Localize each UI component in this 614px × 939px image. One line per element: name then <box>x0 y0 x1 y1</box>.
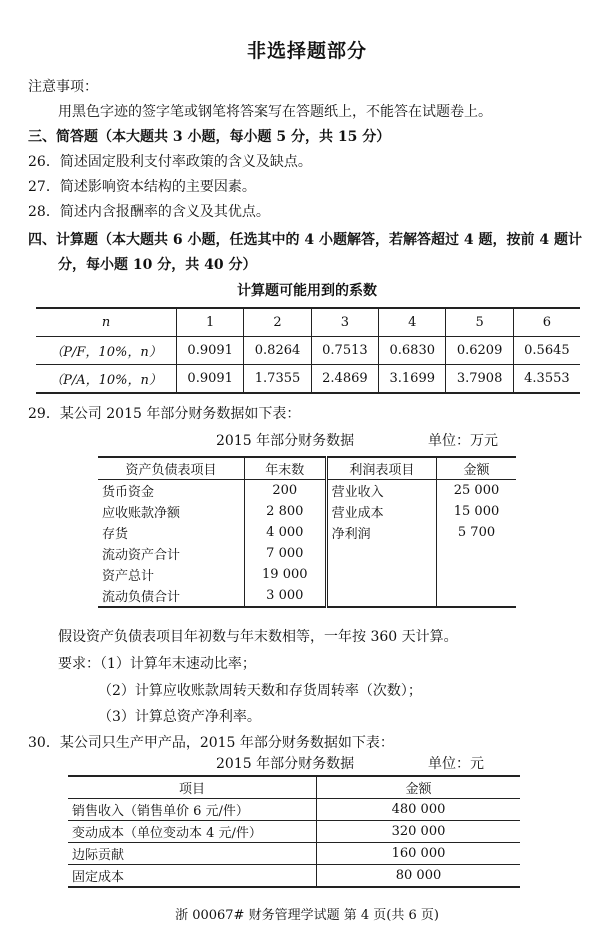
notice-text: 用黑色字迹的签字笔或钢笔将答案写在答题纸上，不能答在试题卷上。 <box>58 104 492 120</box>
table-cell <box>437 543 516 564</box>
q30-unit: 单位：元 <box>428 756 484 772</box>
q29-caption: 2015 年部分财务数据 <box>216 433 355 449</box>
table-cell <box>326 543 436 564</box>
table-cell <box>437 564 516 585</box>
question-29-intro: 29．某公司 2015 年部分财务数据如下表： <box>28 406 301 422</box>
table-cell: 0.6830 <box>379 337 446 365</box>
table-cell: 0.5645 <box>513 337 580 365</box>
table-cell: 2 800 <box>244 501 326 522</box>
table-row <box>98 457 516 480</box>
table-cell: 25 000 <box>453 483 500 498</box>
table-cell <box>326 585 436 607</box>
table-cell: 项目 <box>68 776 317 799</box>
table-cell: 19 000 <box>244 564 326 585</box>
table-cell: 0.6209 <box>446 337 513 365</box>
table-cell: 流动负债合计 <box>98 585 244 607</box>
table-row <box>36 365 580 394</box>
table-cell: 资产总计 <box>98 564 244 585</box>
table-cell: n <box>36 308 177 337</box>
q30-caption: 2015 年部分财务数据 <box>216 756 355 772</box>
question-30-intro: 30．某公司只生产甲产品，2015 年部分财务数据如下表： <box>28 735 394 751</box>
table-cell: 7 000 <box>244 543 326 564</box>
section-3-heading: 三、简答题（本大题共 3 小题，每小题 5 分，共 15 分） <box>28 129 391 145</box>
table-row <box>98 480 516 502</box>
table-cell: 营业收入 <box>326 480 436 502</box>
table-cell: 货币资金 <box>98 480 244 502</box>
table-cell: 0.8264 <box>244 337 311 365</box>
page-footer: 浙 00067# 财务管理学试题 第 4 页(共 6 页) <box>175 908 439 923</box>
table-cell: 利润表项目 <box>326 457 436 480</box>
table-cell: 2 <box>244 308 311 337</box>
q29-unit: 单位：万元 <box>428 433 498 449</box>
table-cell: 200 <box>244 480 326 502</box>
table-cell: 金额 <box>437 457 516 480</box>
table-cell: 2.4869 <box>311 365 378 394</box>
table-row <box>68 821 520 843</box>
table-cell: 160 000 <box>317 843 521 865</box>
table-cell: 15 000 <box>453 504 500 519</box>
table-cell: 6 <box>513 308 580 337</box>
table-row <box>68 799 520 821</box>
page-title: 非选择题部分 <box>246 40 367 62</box>
table-cell: 3.1699 <box>379 365 446 394</box>
q30-table <box>68 775 520 888</box>
table-cell: 3.7908 <box>446 365 513 394</box>
table-cell: 边际贡献 <box>68 843 317 865</box>
section-4-heading-line1: 四、计算题（本大题共 6 小题，任选其中的 4 小题解答，若解答超过 4 题，按前 4 题计 <box>28 232 582 248</box>
table-cell: 金额 <box>317 776 521 799</box>
table-row <box>98 501 516 522</box>
q29-requirement-1: 要求：（1）计算年末速动比率； <box>58 656 256 672</box>
table-cell: 固定成本 <box>68 865 317 888</box>
table-row <box>36 337 580 365</box>
table-cell: 净利润 <box>326 522 436 543</box>
table-cell: （P/F，10%，n） <box>36 337 177 365</box>
table-cell: 4 <box>379 308 446 337</box>
table-cell: 资产负债表项目 <box>98 457 244 480</box>
table-row <box>98 522 516 543</box>
table-cell: 0.9091 <box>177 365 244 394</box>
table-cell: 1.7355 <box>244 365 311 394</box>
table-cell: 4 000 <box>244 522 326 543</box>
table-cell: 3 <box>311 308 378 337</box>
q29-assumption: 假设资产负债表项目年初数与年末数相等，一年按 360 天计算。 <box>58 629 458 645</box>
table-cell: 应收账款净额 <box>98 501 244 522</box>
coef-table-title: 计算题可能用到的系数 <box>237 283 377 299</box>
table-row <box>98 585 516 607</box>
q29-requirement-3: （3）计算总资产净利率。 <box>98 709 261 725</box>
table-cell: （P/A，10%，n） <box>36 365 177 394</box>
table-row <box>68 776 520 799</box>
q29-table <box>98 456 516 608</box>
table-cell: 3 000 <box>244 585 326 607</box>
table-row <box>98 564 516 585</box>
table-cell <box>326 564 436 585</box>
coef-table <box>36 307 580 394</box>
table-cell: 流动资产合计 <box>98 543 244 564</box>
section-4-heading-line2: 分，每小题 10 分，共 40 分） <box>58 257 257 273</box>
table-row <box>98 543 516 564</box>
question-26: 26．简述固定股利支付率政策的含义及缺点。 <box>28 154 312 170</box>
table-cell: 年末数 <box>244 457 326 480</box>
table-cell: 480 000 <box>317 799 521 821</box>
table-cell: 5 700 <box>457 525 496 540</box>
table-row <box>68 843 520 865</box>
table-cell: 营业成本 <box>326 501 436 522</box>
table-cell: 变动成本（单位变动本 4 元/件） <box>68 821 317 843</box>
table-cell: 存货 <box>98 522 244 543</box>
q29-requirement-2: （2）计算应收账款周转天数和存货周转率（次数）； <box>98 683 422 699</box>
table-cell: 0.7513 <box>311 337 378 365</box>
table-cell: 0.9091 <box>177 337 244 365</box>
question-27: 27．简述影响资本结构的主要因素。 <box>28 179 256 195</box>
table-cell <box>437 585 516 607</box>
question-28: 28．简述内含报酬率的含义及其优点。 <box>28 204 270 220</box>
table-cell: 5 <box>446 308 513 337</box>
notice-label: 注意事项： <box>28 79 98 95</box>
table-cell: 1 <box>177 308 244 337</box>
table-row <box>68 865 520 888</box>
table-cell: 销售收入（销售单价 6 元/件） <box>68 799 317 821</box>
table-cell: 320 000 <box>317 821 521 843</box>
table-cell: 4.3553 <box>513 365 580 394</box>
table-cell: 80 000 <box>317 865 521 888</box>
table-row <box>36 308 580 337</box>
